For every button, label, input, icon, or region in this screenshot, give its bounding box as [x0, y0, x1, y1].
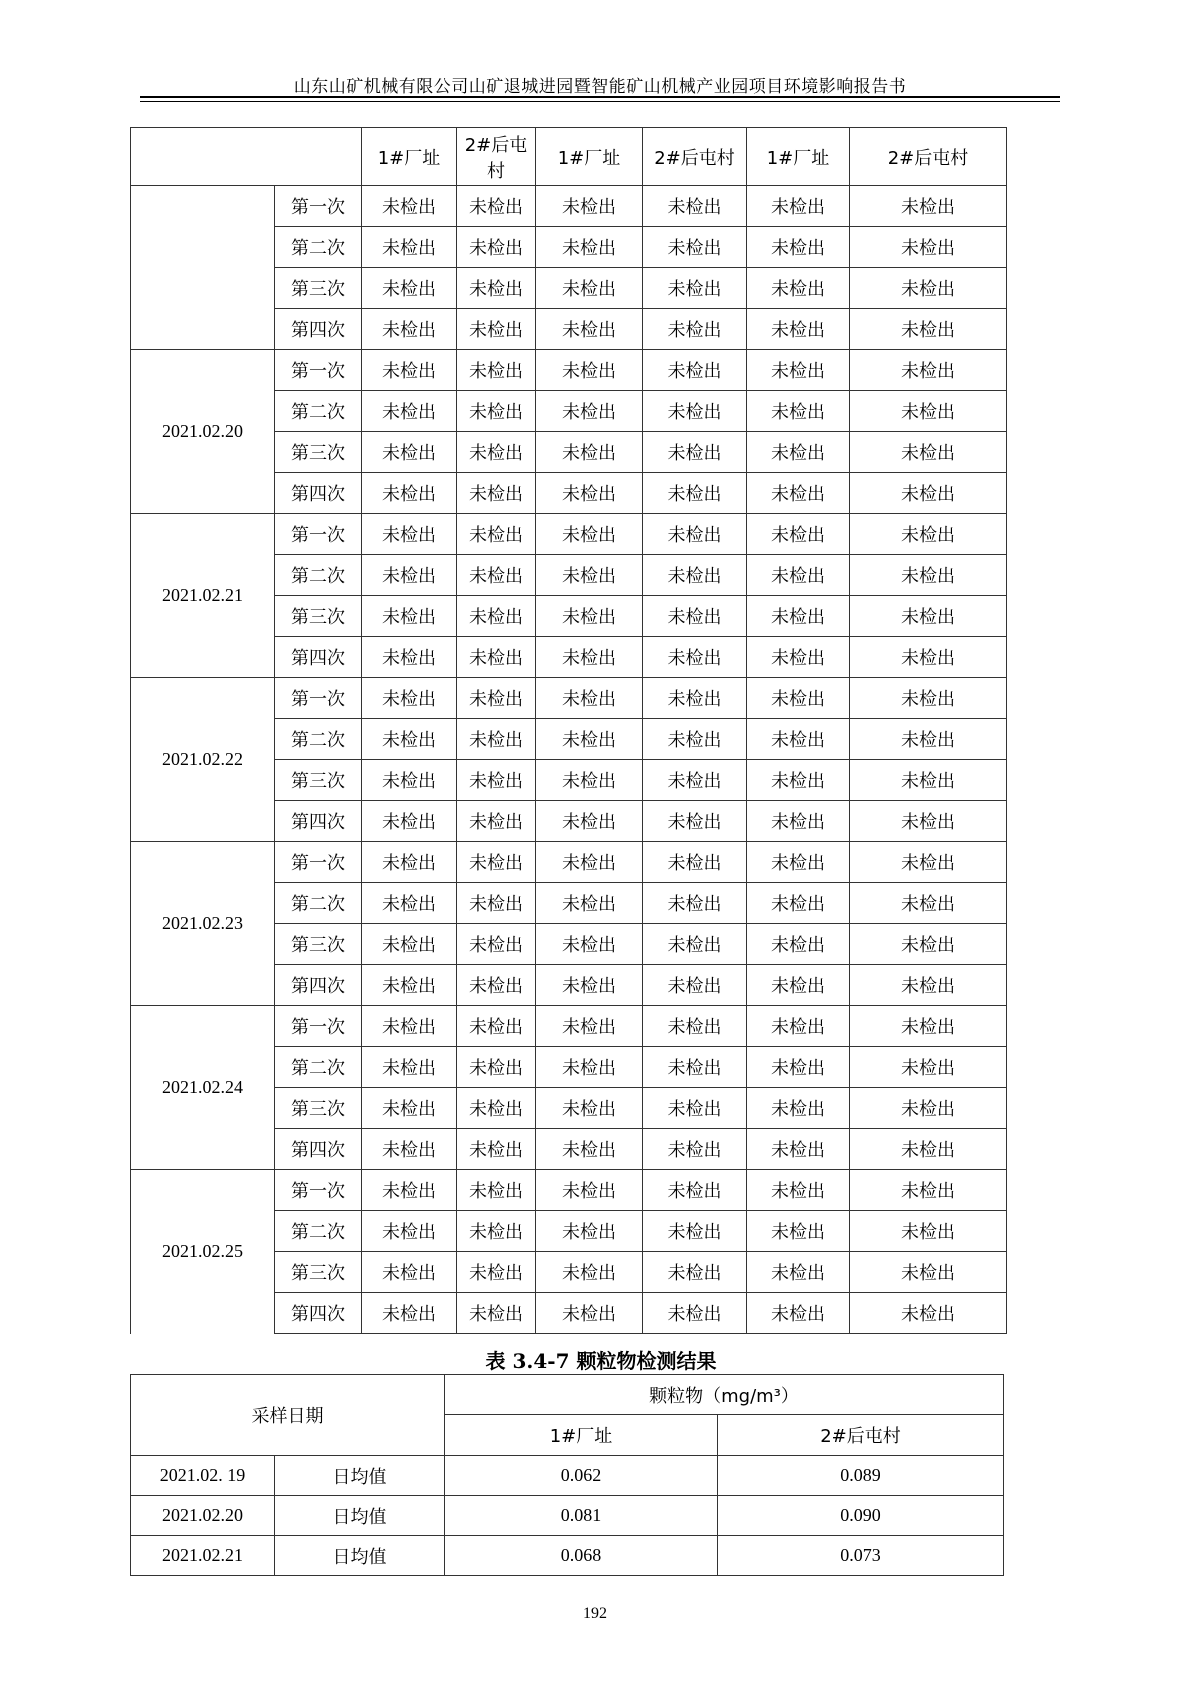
table-row [131, 678, 1007, 719]
value-cell: 未检出 [850, 965, 1007, 1006]
table-row [131, 1496, 1004, 1536]
table-row [131, 350, 1007, 391]
value-cell: 未检出 [536, 514, 643, 555]
value-cell: 未检出 [643, 309, 747, 350]
value-cell: 未检出 [747, 1129, 850, 1170]
value-cell: 未检出 [457, 596, 536, 637]
value-cell: 未检出 [747, 1088, 850, 1129]
value-cell: 未检出 [643, 965, 747, 1006]
value-cell: 未检出 [747, 719, 850, 760]
date-cell: 2021.02.20 [131, 350, 275, 514]
value-cell: 未检出 [362, 760, 457, 801]
row-label: 第二次 [275, 1047, 362, 1088]
date-cell: 2021.02. 19 [131, 1456, 275, 1496]
date-cell: 2021.02.25 [131, 1170, 275, 1334]
value-cell: 未检出 [362, 719, 457, 760]
table-row [131, 842, 1007, 883]
value-cell: 未检出 [457, 1170, 536, 1211]
value-cell: 未检出 [362, 1129, 457, 1170]
value-cell: 未检出 [747, 596, 850, 637]
value-cell: 未检出 [536, 1129, 643, 1170]
value-cell: 未检出 [457, 1293, 536, 1334]
value-cell: 未检出 [457, 883, 536, 924]
value-cell: 未检出 [643, 268, 747, 309]
value-cell: 未检出 [643, 514, 747, 555]
value-cell: 未检出 [536, 1293, 643, 1334]
value-cell: 未检出 [457, 678, 536, 719]
value-cell: 0.068 [445, 1536, 718, 1576]
value-cell: 未检出 [362, 227, 457, 268]
value-cell: 未检出 [536, 883, 643, 924]
value-cell: 未检出 [362, 1211, 457, 1252]
value-cell: 未检出 [747, 965, 850, 1006]
value-cell: 0.073 [718, 1536, 1004, 1576]
value-cell: 未检出 [362, 1293, 457, 1334]
column-header: 2#后屯村 [850, 128, 1007, 186]
value-cell: 未检出 [457, 391, 536, 432]
value-cell: 未检出 [747, 1293, 850, 1334]
value-cell: 未检出 [643, 350, 747, 391]
value-cell: 未检出 [362, 637, 457, 678]
row-label: 第二次 [275, 1211, 362, 1252]
value-cell: 未检出 [536, 924, 643, 965]
particulate-table [130, 1374, 1004, 1576]
value-cell: 未检出 [536, 227, 643, 268]
header-rule-thick [140, 96, 1060, 98]
date-cell: 2021.02.21 [131, 1536, 275, 1576]
value-cell: 0.062 [445, 1456, 718, 1496]
value-cell: 未检出 [850, 924, 1007, 965]
value-cell: 未检出 [643, 1088, 747, 1129]
value-cell: 未检出 [747, 268, 850, 309]
row-label: 第二次 [275, 391, 362, 432]
value-cell: 未检出 [850, 1293, 1007, 1334]
value-cell: 未检出 [457, 965, 536, 1006]
table-header-row [131, 128, 1007, 186]
value-cell: 未检出 [362, 432, 457, 473]
value-cell: 未检出 [747, 924, 850, 965]
value-cell: 未检出 [850, 309, 1007, 350]
table-row [131, 1536, 1004, 1576]
value-cell: 未检出 [850, 473, 1007, 514]
value-cell: 未检出 [362, 924, 457, 965]
value-cell: 未检出 [362, 1252, 457, 1293]
row-label: 日均值 [275, 1536, 445, 1576]
value-cell: 未检出 [850, 555, 1007, 596]
value-cell: 0.089 [718, 1456, 1004, 1496]
value-cell: 未检出 [643, 760, 747, 801]
column-header: 2#后屯村 [643, 128, 747, 186]
value-cell: 未检出 [536, 186, 643, 227]
row-label: 第四次 [275, 309, 362, 350]
row-label: 第三次 [275, 1088, 362, 1129]
value-cell: 未检出 [850, 186, 1007, 227]
corner-cell [131, 128, 362, 186]
value-cell: 未检出 [643, 555, 747, 596]
value-cell: 未检出 [457, 309, 536, 350]
value-cell: 未检出 [850, 1170, 1007, 1211]
value-cell: 未检出 [643, 1006, 747, 1047]
sampling-date-header: 采样日期 [131, 1375, 445, 1456]
value-cell: 未检出 [457, 1211, 536, 1252]
document-header: 山东山矿机械有限公司山矿退城进园暨智能矿山机械产业园项目环境影响报告书 [293, 77, 907, 97]
value-cell: 未检出 [457, 1006, 536, 1047]
table-row [131, 1170, 1007, 1211]
value-cell: 未检出 [362, 801, 457, 842]
value-cell: 未检出 [536, 1211, 643, 1252]
value-cell: 未检出 [747, 678, 850, 719]
value-cell: 未检出 [362, 1088, 457, 1129]
value-cell: 未检出 [536, 1252, 643, 1293]
row-label: 第三次 [275, 924, 362, 965]
value-cell: 未检出 [850, 514, 1007, 555]
column-header: 1#厂址 [445, 1415, 718, 1456]
value-cell: 未检出 [850, 842, 1007, 883]
value-cell: 未检出 [747, 186, 850, 227]
value-cell: 未检出 [362, 678, 457, 719]
value-cell: 未检出 [457, 1129, 536, 1170]
value-cell: 未检出 [850, 1047, 1007, 1088]
value-cell: 未检出 [457, 473, 536, 514]
value-cell: 未检出 [747, 637, 850, 678]
value-cell: 未检出 [643, 1047, 747, 1088]
value-cell: 未检出 [850, 1211, 1007, 1252]
value-cell: 未检出 [850, 268, 1007, 309]
value-cell: 未检出 [362, 391, 457, 432]
value-cell: 未检出 [747, 473, 850, 514]
value-cell: 未检出 [747, 227, 850, 268]
row-label: 第四次 [275, 637, 362, 678]
value-cell: 未检出 [850, 596, 1007, 637]
value-cell: 未检出 [536, 842, 643, 883]
date-cell [131, 186, 275, 350]
value-cell: 未检出 [457, 268, 536, 309]
value-cell: 未检出 [457, 801, 536, 842]
detection-table [130, 127, 1007, 1334]
value-cell: 未检出 [850, 637, 1007, 678]
row-label: 第四次 [275, 1129, 362, 1170]
value-cell: 未检出 [536, 1088, 643, 1129]
value-cell: 未检出 [457, 555, 536, 596]
value-cell: 未检出 [643, 227, 747, 268]
value-cell: 未检出 [643, 924, 747, 965]
value-cell: 未检出 [362, 596, 457, 637]
value-cell: 未检出 [850, 432, 1007, 473]
value-cell: 未检出 [747, 309, 850, 350]
row-label: 第四次 [275, 473, 362, 514]
value-cell: 未检出 [643, 1293, 747, 1334]
value-cell: 未检出 [362, 965, 457, 1006]
value-cell: 未检出 [747, 760, 850, 801]
value-cell: 未检出 [747, 1047, 850, 1088]
value-cell: 未检出 [536, 391, 643, 432]
row-label: 第二次 [275, 227, 362, 268]
value-cell: 未检出 [850, 350, 1007, 391]
value-cell: 未检出 [643, 842, 747, 883]
value-cell: 未检出 [850, 1088, 1007, 1129]
value-cell: 未检出 [457, 1252, 536, 1293]
row-label: 日均值 [275, 1456, 445, 1496]
value-cell: 未检出 [643, 719, 747, 760]
value-cell: 未检出 [457, 514, 536, 555]
table-row [131, 186, 1007, 227]
value-cell: 未检出 [536, 596, 643, 637]
value-cell: 未检出 [362, 842, 457, 883]
value-cell: 未检出 [362, 514, 457, 555]
value-cell: 未检出 [457, 432, 536, 473]
value-cell: 未检出 [643, 391, 747, 432]
value-cell: 未检出 [643, 1170, 747, 1211]
value-cell: 0.090 [718, 1496, 1004, 1536]
value-cell: 未检出 [362, 883, 457, 924]
value-cell: 未检出 [362, 555, 457, 596]
value-cell: 未检出 [457, 186, 536, 227]
value-cell: 未检出 [457, 350, 536, 391]
value-cell: 未检出 [536, 309, 643, 350]
column-header: 1#厂址 [536, 128, 643, 186]
value-cell: 未检出 [362, 186, 457, 227]
value-cell: 未检出 [747, 514, 850, 555]
value-cell: 未检出 [747, 1252, 850, 1293]
value-cell: 未检出 [643, 1129, 747, 1170]
value-cell: 未检出 [457, 760, 536, 801]
header-rule-thin [140, 101, 1060, 102]
value-cell: 未检出 [850, 678, 1007, 719]
column-header: 2#后屯村 [457, 128, 536, 186]
value-cell: 未检出 [643, 883, 747, 924]
column-header: 1#厂址 [747, 128, 850, 186]
value-cell: 未检出 [536, 801, 643, 842]
table-row [131, 514, 1007, 555]
value-cell: 未检出 [536, 965, 643, 1006]
value-cell: 未检出 [747, 350, 850, 391]
value-cell: 未检出 [362, 268, 457, 309]
value-cell: 未检出 [850, 719, 1007, 760]
value-cell: 未检出 [643, 596, 747, 637]
value-cell: 未检出 [643, 1252, 747, 1293]
row-label: 第二次 [275, 555, 362, 596]
row-label: 第四次 [275, 965, 362, 1006]
value-cell: 未检出 [536, 760, 643, 801]
value-cell: 未检出 [850, 227, 1007, 268]
value-cell: 未检出 [536, 637, 643, 678]
value-cell: 未检出 [643, 801, 747, 842]
column-header: 2#后屯村 [718, 1415, 1004, 1456]
row-label: 第一次 [275, 350, 362, 391]
value-cell: 未检出 [747, 842, 850, 883]
value-cell: 未检出 [850, 801, 1007, 842]
value-cell: 未检出 [747, 801, 850, 842]
value-cell: 未检出 [850, 391, 1007, 432]
page-number: 192 [583, 1605, 607, 1622]
table-row [131, 1006, 1007, 1047]
value-cell: 未检出 [362, 1006, 457, 1047]
table-caption: 表 3.4-7 颗粒物检测结果 [485, 1349, 717, 1373]
value-cell: 未检出 [850, 1129, 1007, 1170]
value-cell: 未检出 [536, 432, 643, 473]
value-cell: 未检出 [457, 227, 536, 268]
value-cell: 未检出 [850, 883, 1007, 924]
value-cell: 未检出 [536, 1006, 643, 1047]
value-cell: 未检出 [747, 555, 850, 596]
value-cell: 未检出 [457, 637, 536, 678]
value-cell: 未检出 [747, 391, 850, 432]
row-label: 第二次 [275, 719, 362, 760]
column-header: 1#厂址 [362, 128, 457, 186]
row-label: 第一次 [275, 678, 362, 719]
row-label: 第一次 [275, 514, 362, 555]
value-cell: 未检出 [643, 473, 747, 514]
value-cell: 未检出 [747, 432, 850, 473]
pm-header: 颗粒物（mg/m³） [445, 1375, 1004, 1415]
value-cell: 未检出 [850, 1006, 1007, 1047]
value-cell: 未检出 [536, 268, 643, 309]
value-cell: 未检出 [536, 473, 643, 514]
row-label: 第一次 [275, 842, 362, 883]
date-cell: 2021.02.20 [131, 1496, 275, 1536]
date-cell: 2021.02.23 [131, 842, 275, 1006]
value-cell: 未检出 [536, 350, 643, 391]
row-label: 第二次 [275, 883, 362, 924]
value-cell: 未检出 [457, 1047, 536, 1088]
value-cell: 未检出 [362, 1170, 457, 1211]
value-cell: 未检出 [850, 1252, 1007, 1293]
row-label: 第一次 [275, 1170, 362, 1211]
value-cell: 未检出 [643, 186, 747, 227]
value-cell: 未检出 [536, 555, 643, 596]
value-cell: 未检出 [643, 432, 747, 473]
value-cell: 未检出 [457, 719, 536, 760]
value-cell: 未检出 [457, 842, 536, 883]
value-cell: 未检出 [457, 924, 536, 965]
value-cell: 未检出 [362, 1047, 457, 1088]
value-cell: 未检出 [362, 473, 457, 514]
value-cell: 未检出 [850, 760, 1007, 801]
value-cell: 未检出 [536, 1047, 643, 1088]
row-label: 第三次 [275, 760, 362, 801]
value-cell: 未检出 [457, 1088, 536, 1129]
row-label: 第三次 [275, 1252, 362, 1293]
value-cell: 未检出 [643, 1211, 747, 1252]
date-cell: 2021.02.22 [131, 678, 275, 842]
value-cell: 未检出 [362, 350, 457, 391]
value-cell: 未检出 [536, 678, 643, 719]
detection-table-body [131, 128, 1007, 1334]
value-cell: 0.081 [445, 1496, 718, 1536]
row-label: 第三次 [275, 268, 362, 309]
value-cell: 未检出 [747, 883, 850, 924]
value-cell: 未检出 [643, 637, 747, 678]
value-cell: 未检出 [536, 1170, 643, 1211]
row-label: 第一次 [275, 186, 362, 227]
date-cell: 2021.02.24 [131, 1006, 275, 1170]
date-cell: 2021.02.21 [131, 514, 275, 678]
value-cell: 未检出 [747, 1170, 850, 1211]
row-label: 第四次 [275, 801, 362, 842]
table-row [131, 1456, 1004, 1496]
value-cell: 未检出 [747, 1006, 850, 1047]
row-label: 第三次 [275, 432, 362, 473]
row-label: 日均值 [275, 1496, 445, 1536]
value-cell: 未检出 [747, 1211, 850, 1252]
value-cell: 未检出 [362, 309, 457, 350]
value-cell: 未检出 [643, 678, 747, 719]
row-label: 第四次 [275, 1293, 362, 1334]
value-cell: 未检出 [536, 719, 643, 760]
row-label: 第三次 [275, 596, 362, 637]
row-label: 第一次 [275, 1006, 362, 1047]
